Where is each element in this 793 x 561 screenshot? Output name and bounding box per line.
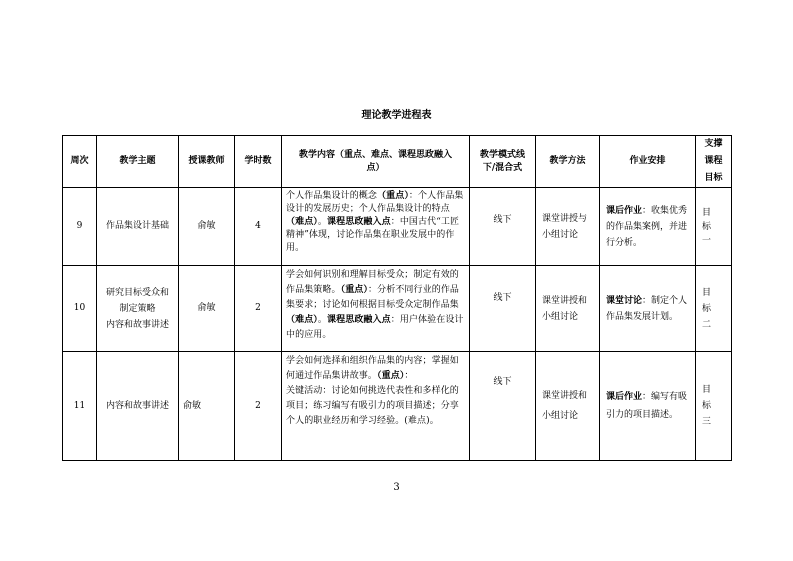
topic-cell: 研究目标受众和 制定策略 内容和故事讲述 [97, 266, 179, 352]
header-hours: 学时数 [235, 136, 282, 188]
header-topic: 教学主题 [97, 136, 179, 188]
content-cell: 个人作品集设计的概念（重点）：个人作品集设计的发展历史；个人作品集设计的特点（难点）。课程思政融入点：中国古代“工匠精神”体现，讨论作品集在职业发展中的作用。 [282, 188, 470, 266]
teacher-cell: 俞敏 [179, 266, 235, 352]
homework-cell: 课后作业：收集优秀的作品集案例，并进行分析。 [600, 188, 696, 266]
method-cell: 课堂讲授和小组讨论 [536, 266, 600, 352]
topic-cell: 作品集设计基础 [97, 188, 179, 266]
table-row [63, 352, 732, 461]
hours-cell: 2 [235, 352, 282, 461]
week-cell: 9 [63, 188, 97, 266]
homework-cell: 课后作业：编写有吸引力的项目描述。 [600, 352, 696, 461]
teacher-cell: 俞敏 [179, 352, 235, 461]
support-cell: 目标三 [696, 352, 732, 461]
teacher-cell: 俞敏 [179, 188, 235, 266]
content-cell: 学会如何选择和组织作品集的内容；掌握如何通过作品集讲故事。（重点）： 关键活动：讨论如何挑选代表性和多样化的项目；练习编写有吸引力的项目描述；分享个人的职业经历和学习经验。(难点)。 [282, 352, 470, 461]
header-week: 周次 [63, 136, 97, 188]
support-cell: 目标二 [696, 266, 732, 352]
header-homework: 作业安排 [600, 136, 696, 188]
header-row [63, 136, 732, 188]
header-content: 教学内容（重点、难点、课程思政融入点） [282, 136, 470, 188]
header-mode: 教学模式线下/混合式 [470, 136, 536, 188]
page-number: 3 [393, 482, 400, 493]
topic-cell: 内容和故事讲述 [97, 352, 179, 461]
hours-cell: 2 [235, 266, 282, 352]
table-row [63, 188, 732, 266]
week-cell: 11 [63, 352, 97, 461]
support-cell: 目标一 [696, 188, 732, 266]
mode-cell: 线下 [470, 188, 536, 266]
week-cell: 10 [63, 266, 97, 352]
schedule-table [62, 135, 732, 461]
table-row [63, 266, 732, 352]
homework-cell: 课堂讨论：制定个人作品集发展计划。 [600, 266, 696, 352]
content-cell: 学会如何识别和理解目标受众；制定有效的作品集策略。（重点）：分析不同行业的作品集要求；讨论如何根据目标受众定制作品集（难点）。课程思政融入点：用户体验在设计中的应用。 [282, 266, 470, 352]
header-method: 教学方法 [536, 136, 600, 188]
mode-cell: 线下 [470, 266, 536, 352]
method-cell: 课堂讲授和小组讨论 [536, 352, 600, 461]
method-cell: 课堂讲授与小组讨论 [536, 188, 600, 266]
page-title: 理论教学进程表 [361, 110, 432, 121]
header-support: 支撑课程目标 [696, 136, 732, 188]
mode-cell: 线下 [470, 352, 536, 461]
hours-cell: 4 [235, 188, 282, 266]
header-teacher: 授课教师 [179, 136, 235, 188]
